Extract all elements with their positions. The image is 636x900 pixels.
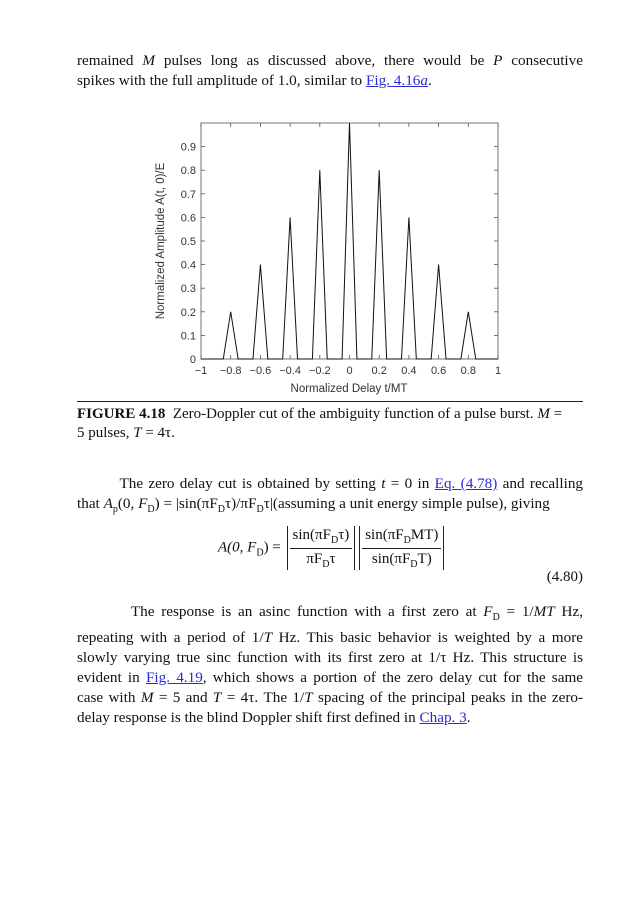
eq-lhs: A(0, F (218, 539, 257, 556)
text: Zero-Doppler cut of the ambiguity function of a pulse burst. (172, 406, 534, 422)
x-tick-label: −0.8 (219, 365, 242, 377)
num: sin(πF (365, 526, 404, 543)
text: = (553, 406, 563, 422)
fraction-2 (362, 527, 441, 570)
x-tick-label: 0 (346, 365, 353, 377)
sub: D (256, 547, 264, 559)
den-end: τ (329, 550, 336, 567)
var-M: M (142, 52, 156, 69)
x-tick-label: −0.2 (308, 365, 331, 377)
text: = 4τ. (145, 425, 175, 441)
y-tick-label: 0.9 (180, 141, 196, 154)
text: ) = |sin(πF (154, 495, 218, 512)
var-T: T (263, 629, 273, 647)
text: evident in (77, 669, 140, 687)
text: , which shows a portion of the zero delay cut for the same (202, 669, 584, 687)
plot-frame (201, 123, 498, 359)
text: (0, (117, 495, 135, 512)
var-M: M (140, 689, 154, 707)
figure-4-18-chart (150, 115, 510, 400)
sub: D (256, 504, 264, 516)
x-tick-label: 0.6 (430, 365, 447, 377)
text: = 0 in (390, 475, 430, 492)
text: case with (77, 689, 136, 707)
fig-4-19-link[interactable]: Fig. 4.19 (145, 669, 203, 687)
text: Hz, (561, 603, 584, 620)
den: πF (306, 550, 323, 567)
text: 5 pulses, (77, 425, 130, 441)
figure-label: FIGURE 4.18 (77, 406, 166, 422)
var-T: T (212, 689, 222, 707)
sub: D (217, 504, 226, 516)
den-end: T) (417, 550, 432, 567)
num-end: τ) (338, 526, 350, 543)
den: sin(πF (371, 550, 411, 567)
sub: D (322, 558, 330, 570)
abs-bar (359, 526, 360, 570)
var-P: P (493, 52, 503, 69)
x-axis-label: Normalized Delay t/MT (290, 383, 408, 395)
x-tick-label: −0.4 (279, 365, 301, 377)
sub: D (330, 534, 339, 546)
text: spikes with the full amplitude of 1.0, similar to (77, 72, 363, 89)
text: τ|(assuming a unit energy simple pulse), giving (263, 495, 550, 512)
y-tick-label: 0.3 (180, 283, 196, 296)
text: . (427, 72, 432, 89)
x-tick-label: 0.2 (371, 365, 387, 377)
num-end: MT) (410, 526, 439, 543)
text: The zero delay cut is obtained by setting (119, 475, 376, 492)
equation-number: (4.80) (546, 569, 583, 585)
var-F: F (138, 495, 148, 512)
y-tick-label: 0.7 (180, 188, 196, 201)
sub: D (492, 612, 500, 624)
abs-bar (354, 526, 355, 570)
abs-bar (443, 526, 444, 570)
text: = 4τ. The 1/ (226, 689, 305, 707)
text: . (466, 709, 471, 727)
var-F: F (483, 603, 493, 620)
y-tick-label: 0.8 (180, 165, 196, 178)
num: sin(πF (292, 526, 331, 543)
sub: D (403, 534, 411, 546)
text: that (77, 495, 100, 512)
y-tick-label: 0 (189, 354, 196, 366)
eq-lhs-end: ) = (263, 539, 281, 556)
top-paragraph (77, 51, 583, 91)
y-tick-label: 0.5 (180, 236, 196, 248)
text: delay response is the blind Doppler shift first defined in (77, 709, 416, 727)
y-axis-label: Normalized Amplitude A(t, 0)/E (155, 162, 167, 320)
x-tick-label: −0.6 (249, 365, 272, 377)
equation-4-80 (218, 526, 446, 570)
text: The response is an asinc function with a first zero at (130, 603, 477, 620)
chart-svg (150, 115, 510, 400)
eq-4-78-link[interactable]: Eq. (4.78) (434, 475, 498, 492)
var-t: t (381, 475, 386, 492)
x-tick-label: 1 (494, 365, 502, 377)
y-tick-label: 0.6 (180, 212, 196, 225)
var-A: A (103, 495, 113, 512)
y-tick-label: 0.4 (180, 259, 196, 272)
x-tick-label: 0.8 (460, 365, 476, 377)
var-T: T (304, 689, 313, 707)
chap-3-link[interactable]: Chap. 3 (419, 709, 467, 727)
x-tick-label: 0.4 (401, 365, 417, 377)
figure-caption (77, 405, 583, 443)
y-tick-label: 0.2 (180, 306, 196, 319)
text: Hz. This basic behavior is weighted by a more (278, 629, 583, 647)
fig-4-16a-link[interactable]: Fig. 4.16a (365, 72, 428, 89)
text: and recalling (502, 475, 584, 492)
sub: D (147, 504, 155, 516)
text: = 1/ (506, 603, 534, 620)
var-MT: MT (533, 603, 555, 620)
series-line (201, 123, 498, 359)
abs-bar (287, 526, 288, 570)
text: consecutive (511, 52, 583, 69)
sub: D (410, 558, 418, 570)
text: slowly varying true sinc function with its first zero at 1/τ Hz. This structure is (77, 649, 583, 667)
text: remained (77, 52, 134, 69)
sub: p (112, 504, 118, 516)
figure-rule (77, 401, 583, 402)
x-tick-label: −1 (194, 365, 208, 377)
text: τ)/πF (225, 495, 257, 512)
fraction-1 (290, 527, 353, 570)
y-tick-label: 0.1 (180, 330, 196, 343)
var-T: T (133, 425, 142, 441)
text: pulses long as discussed above, there would be (163, 52, 485, 69)
text: repeating with a period of 1/ (77, 629, 264, 647)
body-paragraph-2 (77, 602, 583, 728)
text: = 5 and (158, 689, 208, 707)
text: spacing of the principal peaks in the zero- (318, 689, 584, 707)
body-paragraph-1 (77, 474, 583, 520)
var-M: M (537, 406, 550, 422)
